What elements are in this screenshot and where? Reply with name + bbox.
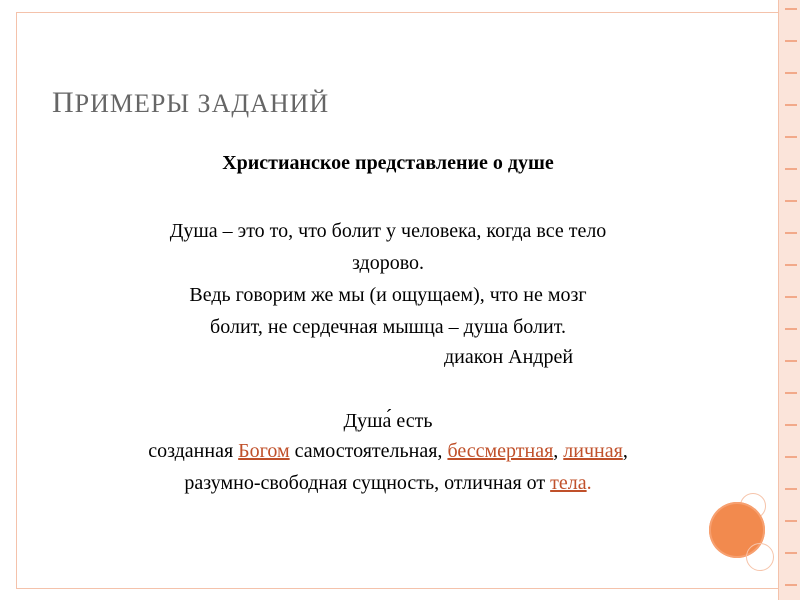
definition-line-2 <box>0 440 776 463</box>
strip-dash <box>785 104 797 106</box>
definition-text: разумно-свободная сущность, отличная от <box>184 472 551 494</box>
definition-text: , <box>622 440 628 462</box>
quote-signature: диакон Андрей <box>444 346 574 368</box>
strip-dash <box>785 136 797 138</box>
strip-dash <box>785 360 797 362</box>
decorative-circles <box>706 495 776 575</box>
quote-line: здорово. <box>351 252 425 274</box>
strip-dash <box>785 168 797 170</box>
outline-circle-bottom <box>746 543 774 571</box>
strip-dash <box>785 72 797 74</box>
strip-dash <box>785 296 797 298</box>
quote-line: болит, не сердечная мышца – душа болит. <box>210 316 566 338</box>
strip-dash <box>785 264 797 266</box>
definition-text: созданная <box>148 440 239 462</box>
link-body[interactable]: тела <box>550 472 587 494</box>
strip-dash <box>785 488 797 490</box>
strip-dash <box>785 520 797 522</box>
definition-period: . <box>586 472 592 494</box>
link-god[interactable]: Богом <box>238 440 290 462</box>
link-immortal[interactable]: бессмертная <box>447 440 554 462</box>
definition-text: , <box>553 440 564 462</box>
quote-line: Ведь говорим же мы (и ощущаем), что не мозг <box>189 284 587 306</box>
link-personal[interactable]: личная <box>563 440 623 462</box>
strip-dash <box>785 328 797 330</box>
strip-dash <box>785 8 797 10</box>
strip-dash <box>785 232 797 234</box>
strip-dash <box>785 40 797 42</box>
strip-dash <box>785 552 797 554</box>
strip-dash <box>785 200 797 202</box>
strip-dash <box>785 456 797 458</box>
strip-dash <box>785 424 797 426</box>
decorative-side-strip <box>778 0 800 600</box>
section-heading: Христианское представление о душе <box>222 152 554 174</box>
definition-line-3 <box>0 472 776 495</box>
definition-text: самостоятельная, <box>289 440 448 462</box>
slide-title <box>52 86 329 120</box>
title-first-letter: П <box>52 86 75 119</box>
title-rest: РИМЕРЫ ЗАДАНИЙ <box>74 89 330 118</box>
strip-dash <box>785 392 797 394</box>
strip-dash <box>785 584 797 586</box>
definition-line-1: Душа́ есть <box>343 410 433 432</box>
quote-line: Душа – это то, что болит у человека, когда все тело <box>169 220 607 242</box>
